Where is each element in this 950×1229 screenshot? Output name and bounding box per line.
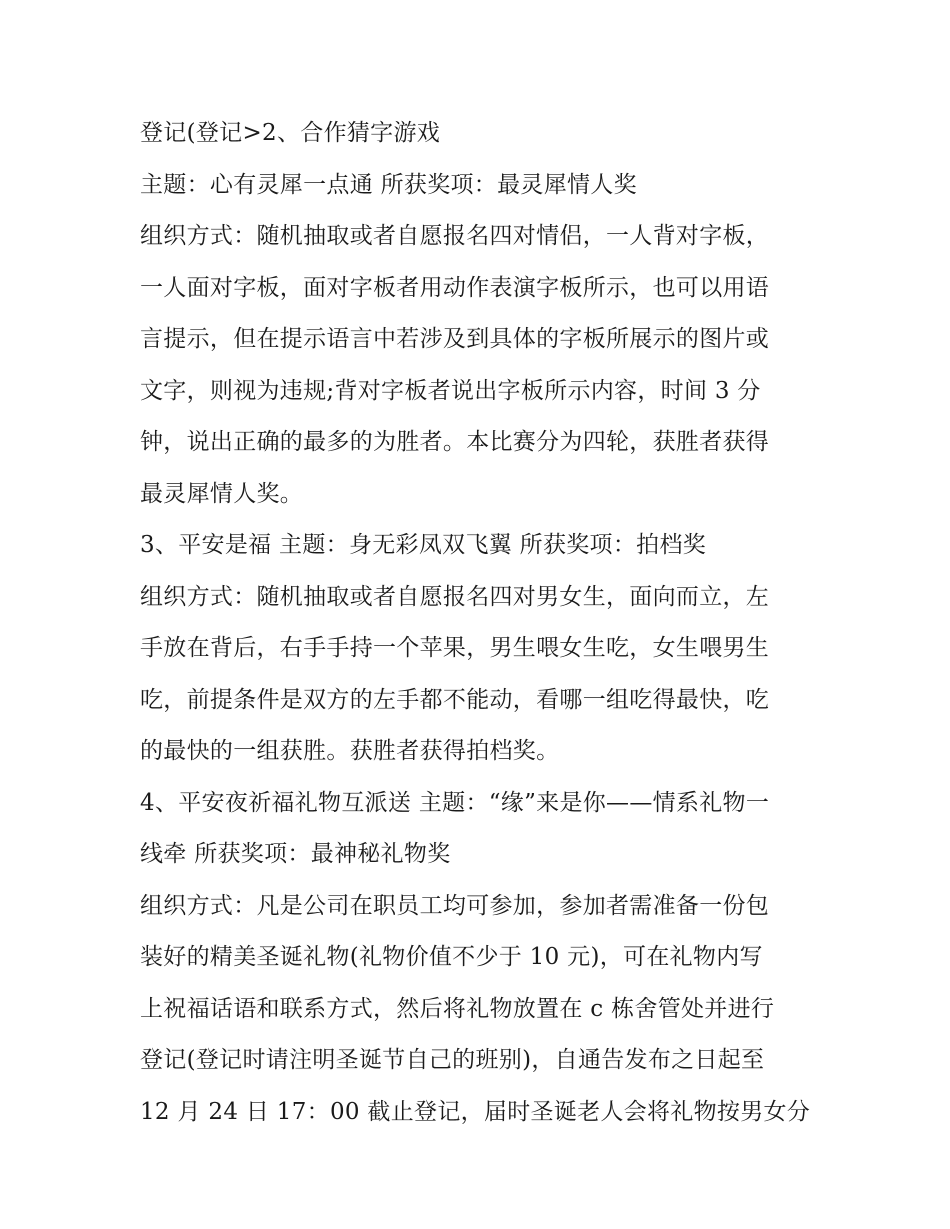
text-line: 手放在背后，右手手持一个苹果，男生喂女生吃，女生喂男生 (140, 635, 770, 661)
text-line: 吃，前提条件是双方的左手都不能动，看哪一组吃得最快，吃 (140, 686, 770, 713)
text-line: 4、平安夜祈福礼物互派送 主题：“缘”来是你——情系礼物一 (140, 789, 770, 816)
text-line: 线牵 所获奖项：最神秘礼物奖 (140, 841, 451, 867)
text-line: 组织方式：随机抽取或者自愿报名四对男女生，面向而立，左 (140, 583, 770, 610)
text-line: 上祝福话语和联系方式，然后将礼物放置在 c 栋舍管处并进行 (140, 995, 775, 1022)
text-line: 文字，则视为违规;背对字板者说出字板所示内容，时间 3 分 (140, 377, 761, 404)
text-line: 3、平安是福 主题：身无彩凤双飞翼 所获奖项：拍档奖 (140, 532, 707, 558)
text-line: 一人面对字板，面对字板者用动作表演字板所示，也可以用语 (140, 274, 770, 301)
text-line: 12 月 24 日 17：00 截止登记，届时圣诞老人会将礼物按男女分 (140, 1098, 811, 1125)
text-line: 登记(登记>2、合作猜字游戏 (140, 120, 441, 146)
text-line: 的最快的一组获胜。获胜者获得拍档奖。 (140, 738, 560, 764)
document-body (140, 108, 820, 1138)
text-line: 言提示，但在提示语言中若涉及到具体的字板所展示的图片或 (140, 326, 770, 352)
text-line: 组织方式：凡是公司在职员工均可参加，参加者需准备一份包 (140, 892, 770, 919)
text-line: 钟，说出正确的最多的为胜者。本比赛分为四轮，获胜者获得 (140, 429, 770, 455)
text-line: 最灵犀情人奖。 (140, 480, 304, 507)
text-line: 组织方式：随机抽取或者自愿报名四对情侣，一人背对字板， (140, 223, 770, 249)
text-line: 登记(登记时请注明圣诞节自己的班别)，自通告发布之日起至 (140, 1047, 765, 1073)
text-line: 装好的精美圣诞礼物(礼物价值不少于 10 元)，可在礼物内写 (140, 944, 763, 970)
text-line: 主题：心有灵犀一点通 所获奖项：最灵犀情人奖 (140, 171, 637, 198)
